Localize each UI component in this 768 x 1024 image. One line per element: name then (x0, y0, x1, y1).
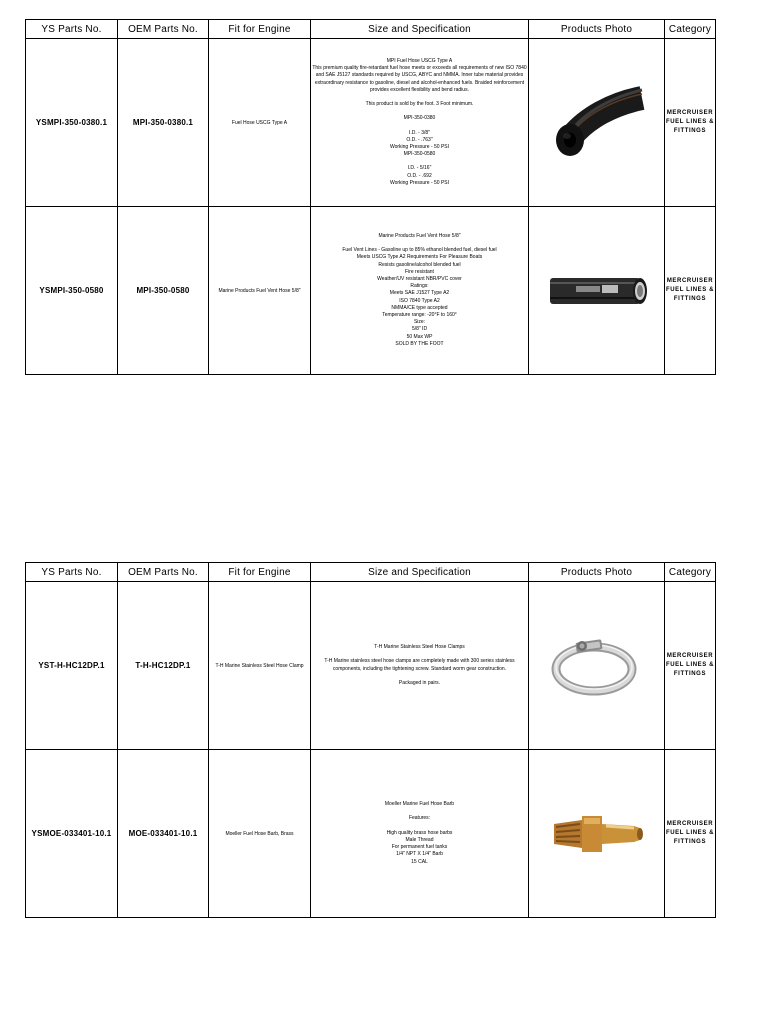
spec-line: Meets SAE J1527 Type A2 (389, 290, 450, 297)
product-photo-hose-clamp (529, 582, 665, 750)
category-line: MERCRUISER (666, 821, 714, 827)
category-line: MERCRUISER (666, 110, 714, 116)
spec-line: NMMA/CE type accepted (391, 304, 448, 311)
col-header-engine: Fit for Engine (209, 20, 311, 39)
spec-cell (311, 39, 529, 207)
product-photo-black-fuel-hose (529, 39, 665, 207)
spec-line: Working Pressure - 50 PSI (389, 143, 450, 150)
spec-line: Male Thread (405, 836, 434, 843)
category-line: FITTINGS (673, 671, 707, 677)
category-line: MERCRUISER (666, 653, 714, 659)
spec-line: 15 CAL (411, 858, 428, 865)
spec-line: Marine Products Fuel Vent Hose 5/8" (378, 232, 461, 239)
spec-line: This premium quality fire-retardant fuel hose meets or exceeds all requirements of new ISO 7840 and SAE J5127 standards required by USCG, ABYC and NMMA. Inner tube material provides extraordinary resistance to gasoline, diesel and alcohol-enhanced fuels. Braided reinforcement provides excellent flexibility and bend radius. (312, 65, 527, 93)
spec-cell (311, 207, 529, 375)
category-cell (665, 582, 716, 750)
table-row (26, 750, 716, 918)
spec-gap (311, 158, 528, 165)
col-header-spec: Size and Specification (311, 563, 529, 582)
fit-for-engine: Fuel Hose USCG Type A (209, 39, 311, 207)
spec-line: For permanent fuel tanks (391, 844, 448, 851)
spec-line: ISO 7840 Type A2 (399, 297, 440, 304)
spec-cell (311, 750, 529, 918)
col-header-spec: Size and Specification (311, 20, 529, 39)
spec-gap (311, 240, 528, 247)
spec-line: Working Pressure - 50 PSI (389, 179, 450, 186)
spec-cell (311, 582, 529, 750)
spec-line: Resists gasoline/alcohol blended fuel (378, 261, 461, 268)
spec-line: O.D. - .692 (407, 172, 432, 179)
spec-line: MPI-350-0580 (403, 151, 436, 158)
spec-line: This product is sold by the foot. 3 Foot minimum. (365, 101, 474, 108)
spec-gap (311, 94, 528, 101)
spec-line: SOLD BY THE FOOT (395, 340, 444, 347)
category-cell (665, 750, 716, 918)
parts-table-1 (25, 19, 716, 375)
spec-line: Fire resistant (405, 268, 434, 275)
spec-gap (311, 123, 528, 130)
ys-part-no: YSMOE-033401-10.1 (26, 750, 118, 918)
spec-gap (311, 823, 528, 830)
black-fuel-hose-image (542, 78, 652, 168)
spec-line: Packaged in pairs. (398, 679, 441, 686)
col-header-photo: Products Photo (529, 563, 665, 582)
spec-line: Weather/UV resistant NBR/PVC cover (377, 275, 462, 282)
spec-gap (311, 673, 528, 680)
ys-part-no: YST-H-HC12DP.1 (26, 582, 118, 750)
ys-part-no: YSMPI-350-0380.1 (26, 39, 118, 207)
spec-line: T-H Marine stainless steel hose clamps are completely made with 300 series stainless components, including the tightening screw. Standard worm gear construction. (324, 658, 515, 672)
category-cell (665, 39, 716, 207)
table-header-row (26, 563, 716, 582)
parts-table-2 (25, 562, 716, 918)
spec-line: 5/8" ID (411, 326, 428, 333)
category-line: FITTINGS (673, 296, 707, 302)
spec-line: 50 Max WP (406, 333, 433, 340)
oem-part-no: MPI-350-0380.1 (118, 39, 209, 207)
col-header-photo: Products Photo (529, 20, 665, 39)
category-line: FITTINGS (673, 839, 707, 845)
table-row (26, 582, 716, 750)
spec-line: I.D. - 5/16" (407, 165, 432, 172)
fit-for-engine: T-H Marine Stainless Steel Hose Clamp (209, 582, 311, 750)
spec-line: 1/4" NPT X 1/4" Barb (396, 851, 443, 858)
oem-part-no: MPI-350-0580 (118, 207, 209, 375)
category-line: FITTINGS (673, 128, 707, 134)
col-header-oem: OEM Parts No. (118, 563, 209, 582)
spec-gap (311, 651, 528, 658)
category-line: FUEL LINES & (665, 830, 715, 836)
spec-line: T-H Marine Stainless Steel Hose Clamps (374, 644, 465, 651)
fit-for-engine: Marine Products Fuel Vent Hose 5/8" (209, 207, 311, 375)
hose-clamp-image (542, 621, 652, 711)
oem-part-no: MOE-033401-10.1 (118, 750, 209, 918)
col-header-ys: YS Parts No. (26, 563, 118, 582)
spec-line: Fuel Vent Lines - Gasoline up to 85% ethanol blended fuel, diesel fuel (342, 247, 497, 254)
fit-for-engine: Moeller Fuel Hose Barb, Brass (209, 750, 311, 918)
category-line: FUEL LINES & (665, 287, 715, 293)
spec-gap (311, 108, 528, 115)
category-line: FUEL LINES & (665, 662, 715, 668)
table-header-row (26, 20, 716, 39)
product-photo-brass-barb (529, 750, 665, 918)
brass-barb-image (542, 794, 652, 874)
ys-part-no: YSMPI-350-0580 (26, 207, 118, 375)
category-cell (665, 207, 716, 375)
col-header-engine: Fit for Engine (209, 563, 311, 582)
col-header-category: Category (665, 563, 716, 582)
col-header-ys: YS Parts No. (26, 20, 118, 39)
table-row (26, 39, 716, 207)
spec-gap (311, 808, 528, 815)
spec-line: MPI Fuel Hose USCG Type A (386, 58, 453, 65)
spec-line: Features: (408, 815, 431, 822)
oem-part-no: T-H-HC12DP.1 (118, 582, 209, 750)
col-header-category: Category (665, 20, 716, 39)
category-line: FUEL LINES & (665, 119, 715, 125)
table-row (26, 207, 716, 375)
product-photo-vent-hose (529, 207, 665, 375)
spec-line: MPI-350-0380 (403, 115, 436, 122)
spec-line: O.D. - .763" (406, 136, 433, 143)
spec-line: I.D. - 3/8" (409, 129, 430, 136)
spec-line: Size: (413, 319, 426, 326)
vent-hose-image (542, 266, 652, 316)
spec-line: Ratings: (410, 283, 429, 290)
spec-line: Temperature range: -20°F to 160° (382, 312, 457, 318)
spec-line: Meets USCG Type A2 Requirements For Pleasure Boats (356, 254, 483, 261)
col-header-oem: OEM Parts No. (118, 20, 209, 39)
category-line: MERCRUISER (666, 278, 714, 284)
spec-line: High quality brass hose barbs (386, 829, 453, 836)
spec-line: Moeller Marine Fuel Hose Barb (384, 801, 455, 808)
